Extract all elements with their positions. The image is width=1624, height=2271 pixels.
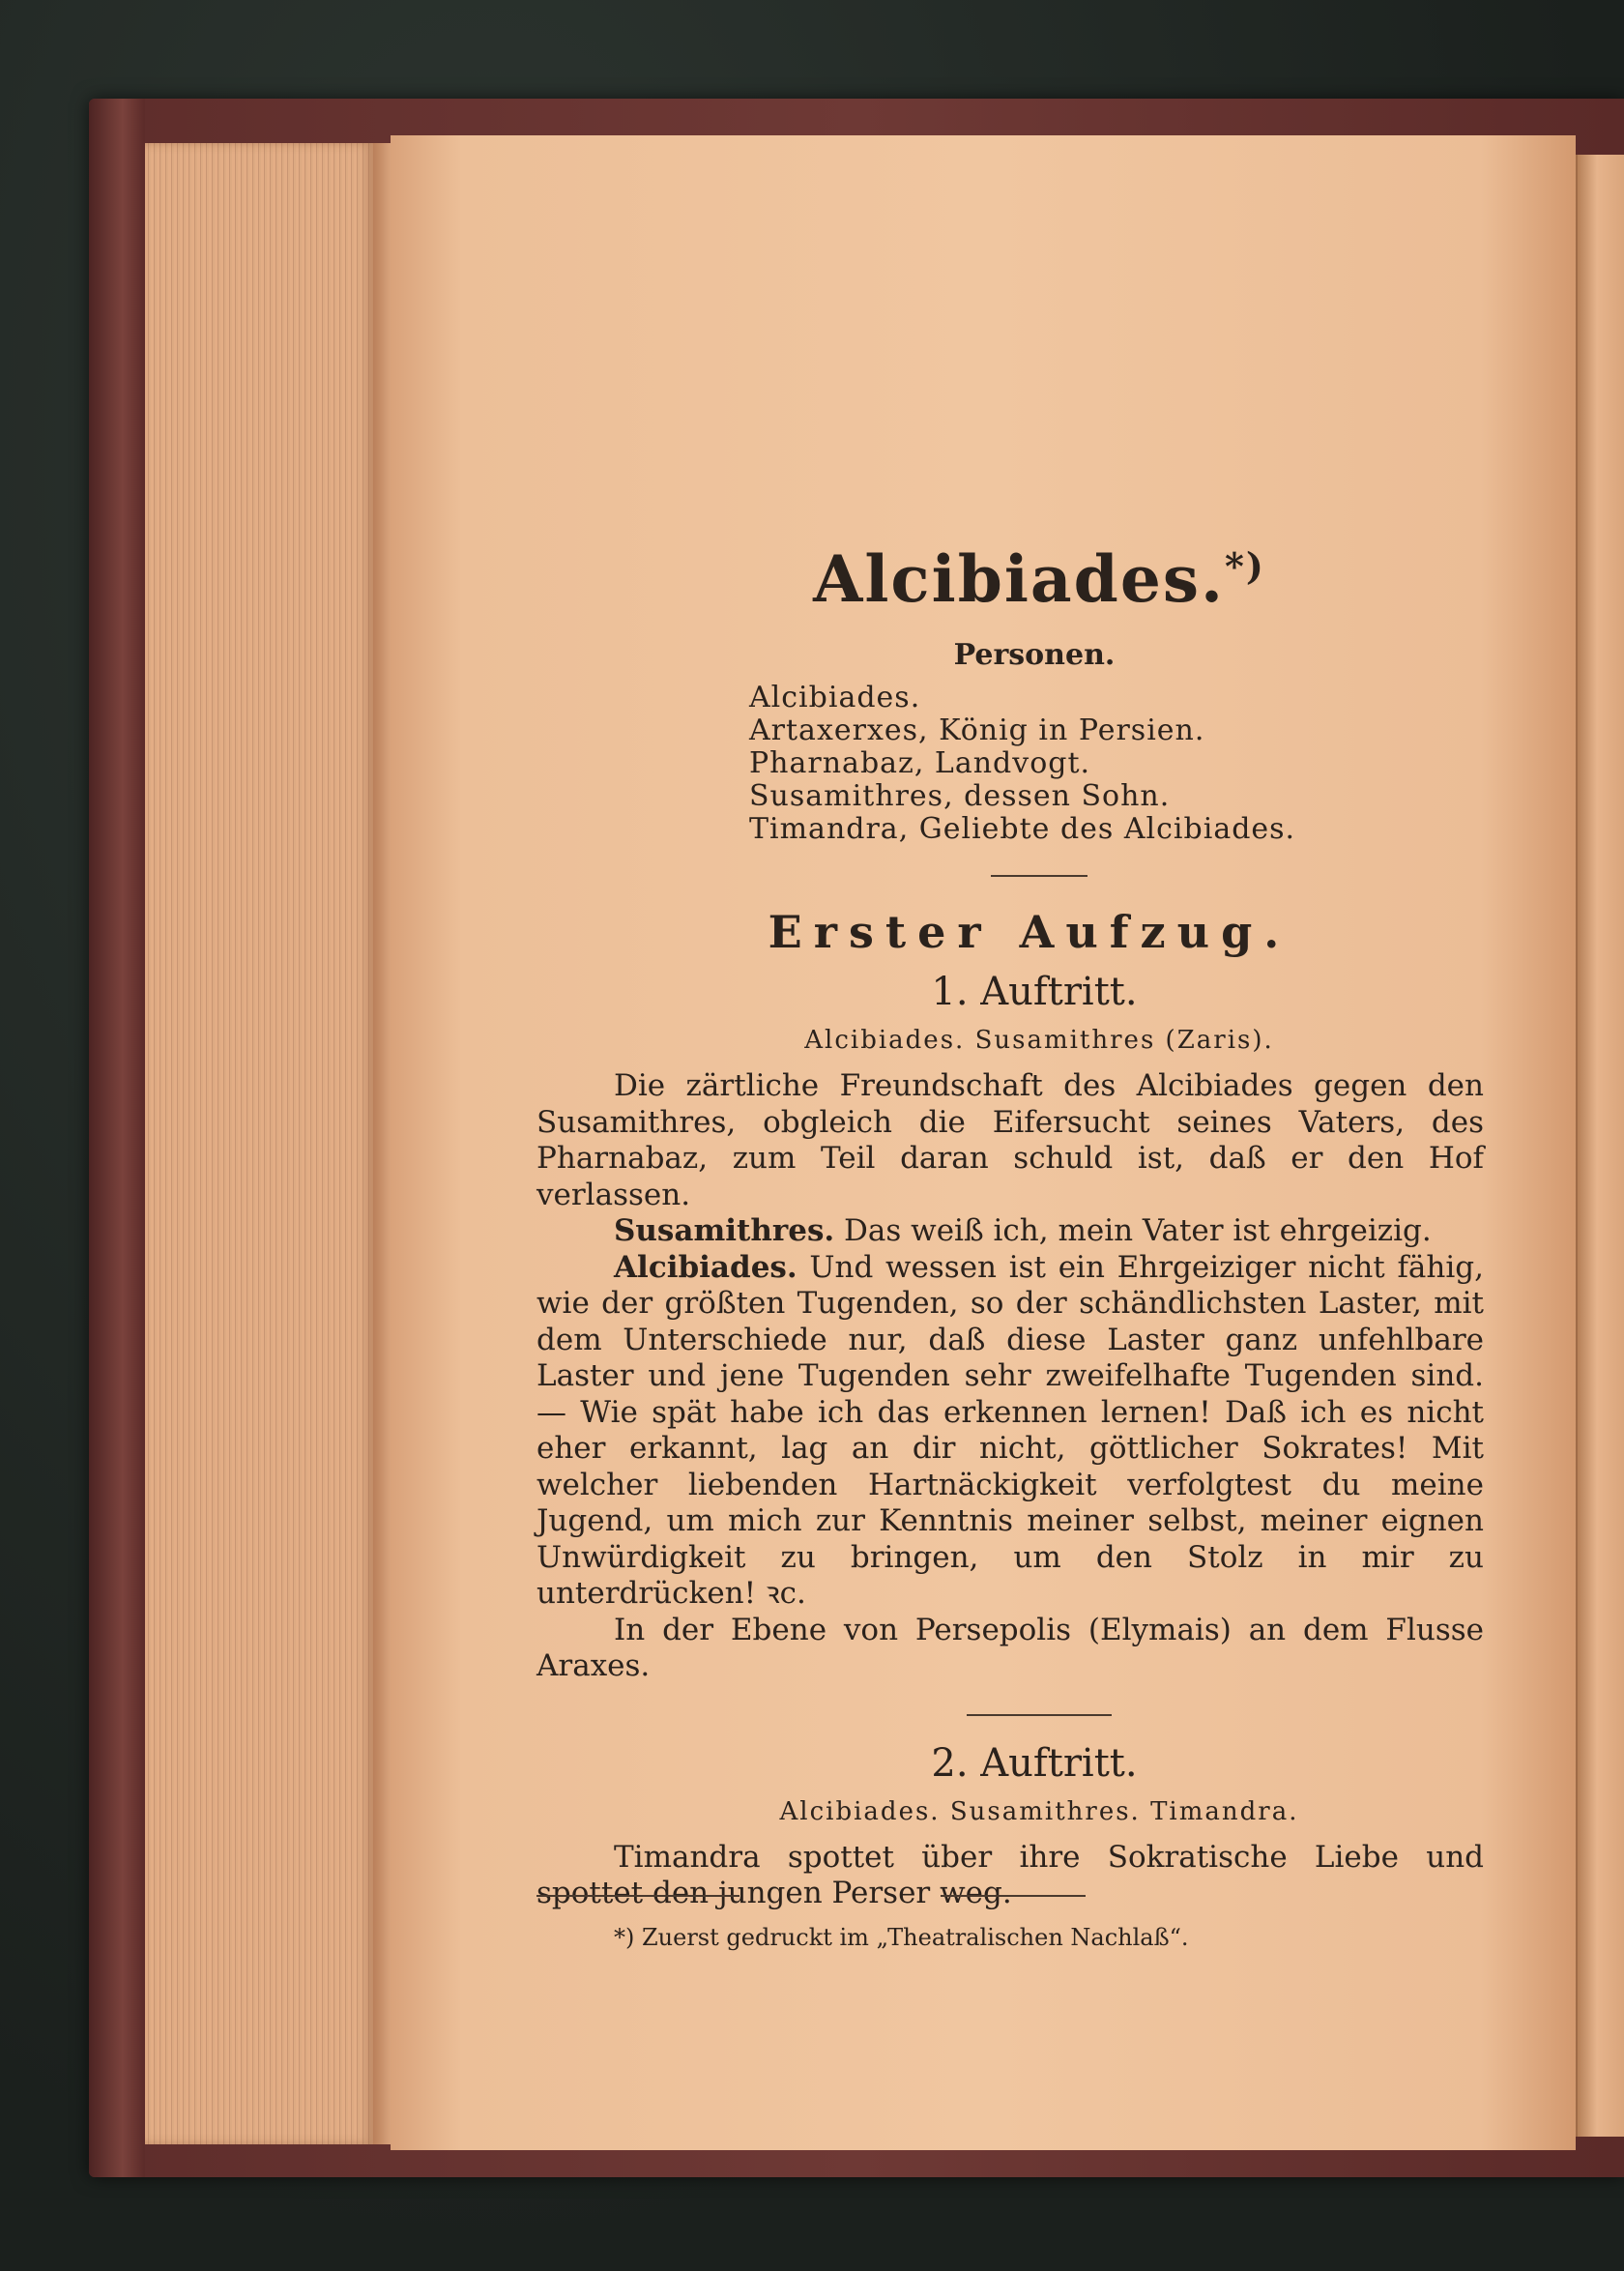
scene-1-characters: Alcibiades. Susamithres (Zaris). — [804, 1026, 1274, 1055]
scene-1-heading: 1. Auftritt. — [931, 970, 1138, 1014]
page-title — [536, 541, 1484, 617]
speech-text: Das weiß ich, mein Vater ist ehrgeizig. — [834, 1213, 1432, 1248]
title-footnote-mark: *) — [1224, 544, 1265, 588]
scene-2-heading: 2. Auftritt. — [931, 1740, 1138, 1786]
cast-item: Timandra, Geliebte des Alcibiades. — [749, 812, 1296, 846]
page-gutter — [373, 143, 391, 2144]
cast-item: Susamithres, dessen Sohn. — [749, 779, 1171, 813]
page-stack-edge — [145, 143, 373, 2144]
cast-item: Alcibiades. — [749, 681, 921, 714]
page-text — [536, 522, 1484, 1912]
cast-item: Artaxerxes, König in Persien. — [749, 713, 1205, 747]
speech-text: Und wessen ist ein Ehrgeiziger nicht fähig, wie der größten Tugenden, so der schändlichsten Laster, mit dem Unterschiede nur, daß diese Laster ganz unfehlbare Laster und jene Tugenden sehr zweifelhafte Tugenden sind. — Wie spät habe ich das erkennen lernen! Daß ich es nicht eher erkannt, lag an dir nicht, göttlicher Sokrates! Mit welcher liebenden Hartnäckigkeit verfolgtest du meine Jugend, um mich zur Kenntnis meiner selbst, meiner eignen Unwürdigkeit zu bringen, um den Stolz in mir zu unterdrücken! ꝛc. — [536, 1249, 1484, 1611]
cast-list — [749, 682, 1484, 846]
divider — [967, 1714, 1112, 1716]
footnote-area — [536, 1895, 1484, 1972]
footnote-rule — [536, 1895, 740, 1897]
footnote: *) Zuerst gedruckt im „Theatralischen Nachlaß“. — [614, 1924, 1189, 1951]
title-text: Alcibiades. — [813, 541, 1225, 617]
cast-heading: Personen. — [953, 638, 1116, 672]
cast-item: Pharnabaz, Landvogt. — [749, 746, 1091, 780]
act-heading: Erster Aufzug. — [768, 906, 1291, 958]
speaker-name: Susamithres. — [614, 1213, 835, 1248]
speaker-name: Alcibiades. — [614, 1249, 798, 1285]
facing-page-edge — [1576, 155, 1624, 2137]
scene-2-paragraph: Timandra spottet über ihre Sokratische Liebe und spottet den jungen Perser weg. — [536, 1839, 1484, 1910]
divider — [991, 875, 1088, 877]
scene-2-characters: Alcibiades. Susamithres. Timandra. — [779, 1796, 1299, 1826]
section-end-rule — [941, 1895, 1086, 1897]
scene-1-dialogue — [536, 1213, 1484, 1250]
scene-1-dialogue — [536, 1250, 1484, 1613]
scene-1-setting: In der Ebene von Persepolis (Elymais) an dem Flusse Araxes. — [536, 1612, 1484, 1683]
cover-spine-edge — [89, 99, 145, 2177]
scene-1-paragraph: Die zärtliche Freundschaft des Alcibiades gegen den Susamithres, obgleich die Eifersucht seines Vaters, des Pharnabaz, zum Teil daran schuld ist, daß er den Hof verlassen. — [536, 1068, 1484, 1212]
